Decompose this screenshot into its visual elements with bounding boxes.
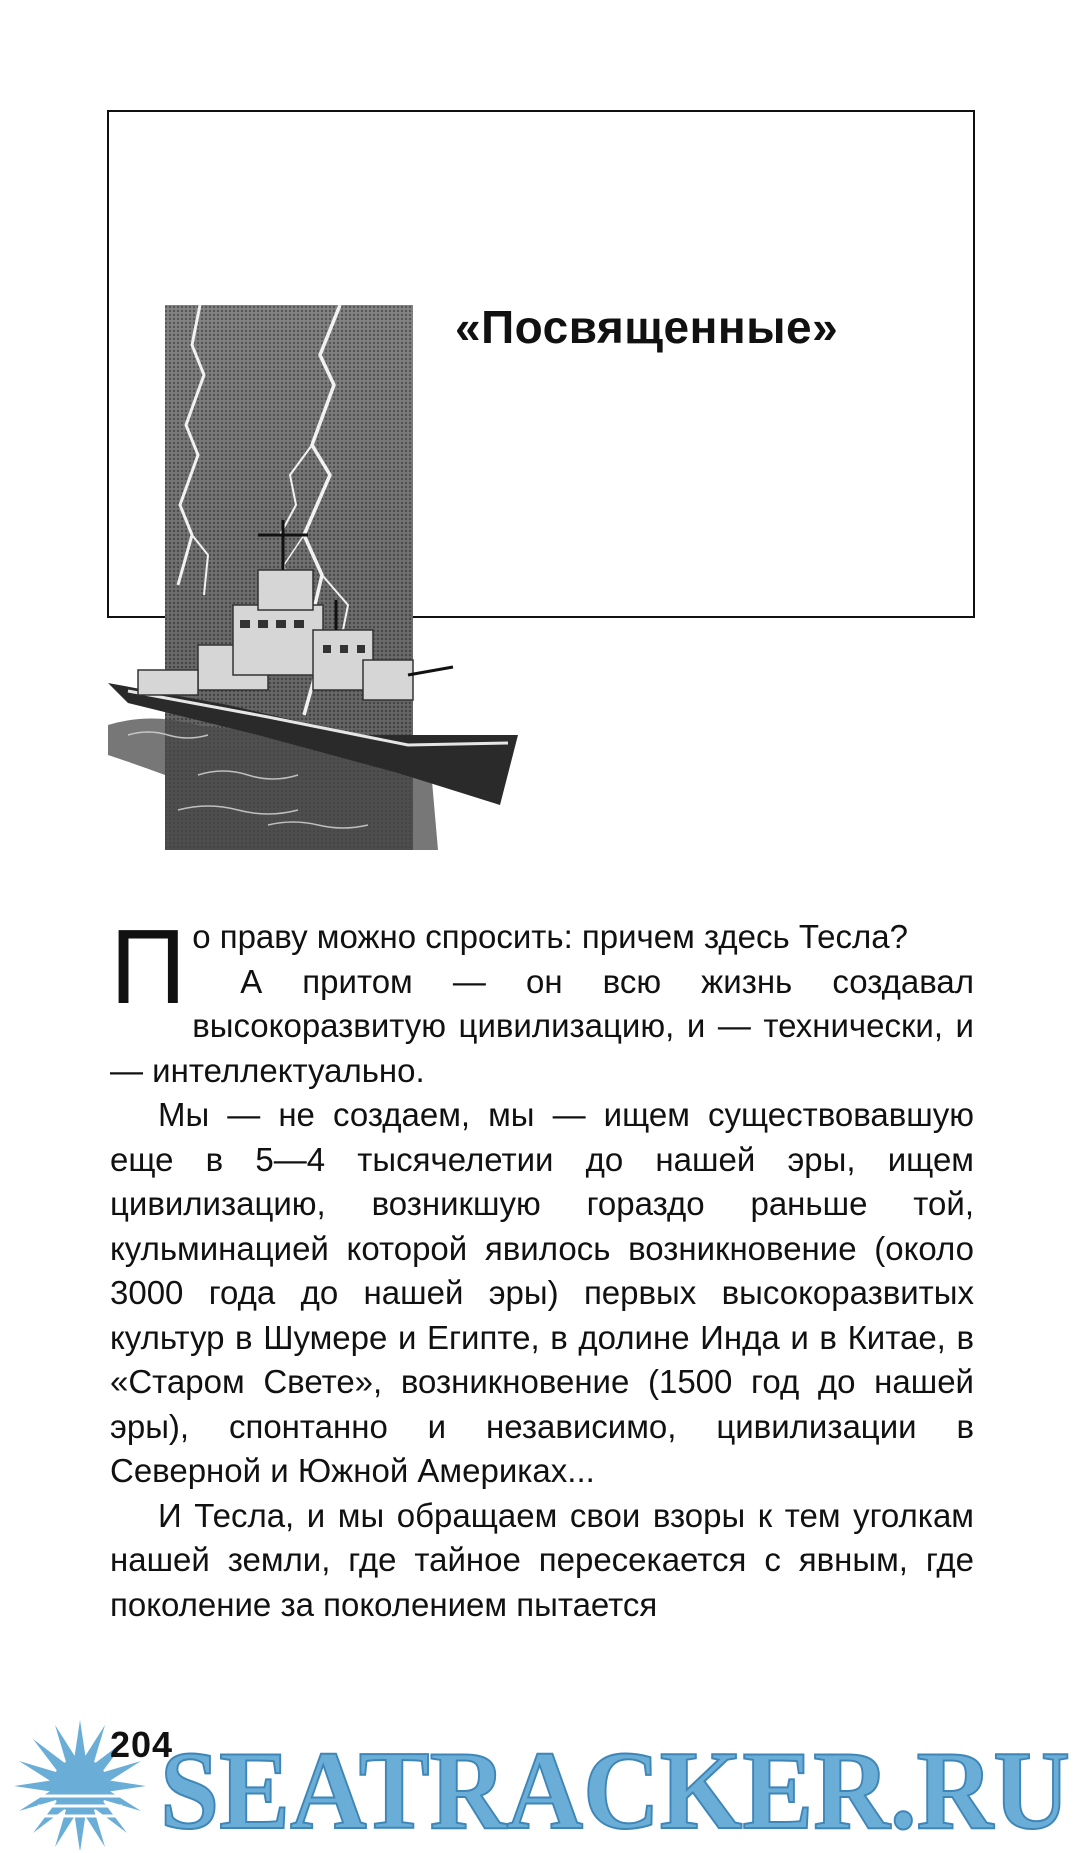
paragraph-2: А притом — он всю жизнь создавал высокоразвитую цивилизацию, и — технически, и — интеллектуально.	[110, 962, 974, 1089]
paragraph-4: И Тесла, и мы обращаем свои взоры к тем уголкам нашей земли, где тайное пересекается с явным, где поколение за поколением пытается	[110, 1496, 974, 1623]
page-number: 204	[110, 1724, 174, 1765]
body-text	[110, 908, 974, 1627]
paragraph-3: Мы — не создаем, мы — ищем существовавшую еще в 5—4 тысячелетии до нашей эры, ищем цивилизацию, возникшую гораздо раньше той, кульминацией которой явилось возникновение (около 3000 года до нашей эры) первых высокоразвитых культур в Шумере и Египте, в долине Инда и в Китае, в «Старом Свете», возникновение (1500 год до нашей эры), спонтанно и независимо, цивилизации в Северной и Южной Америках...	[110, 1096, 974, 1489]
warship-lightning-illustration	[108, 305, 528, 850]
paragraph-1: По праву можно спросить: причем здесь Тесла?	[110, 908, 908, 1026]
watermark-text: SEATRACKER.RU	[160, 1729, 1070, 1850]
chapter-title: «Посвященные»	[455, 301, 839, 353]
drop-cap: П	[110, 908, 187, 1026]
seatracker-watermark	[0, 1700, 1080, 1850]
